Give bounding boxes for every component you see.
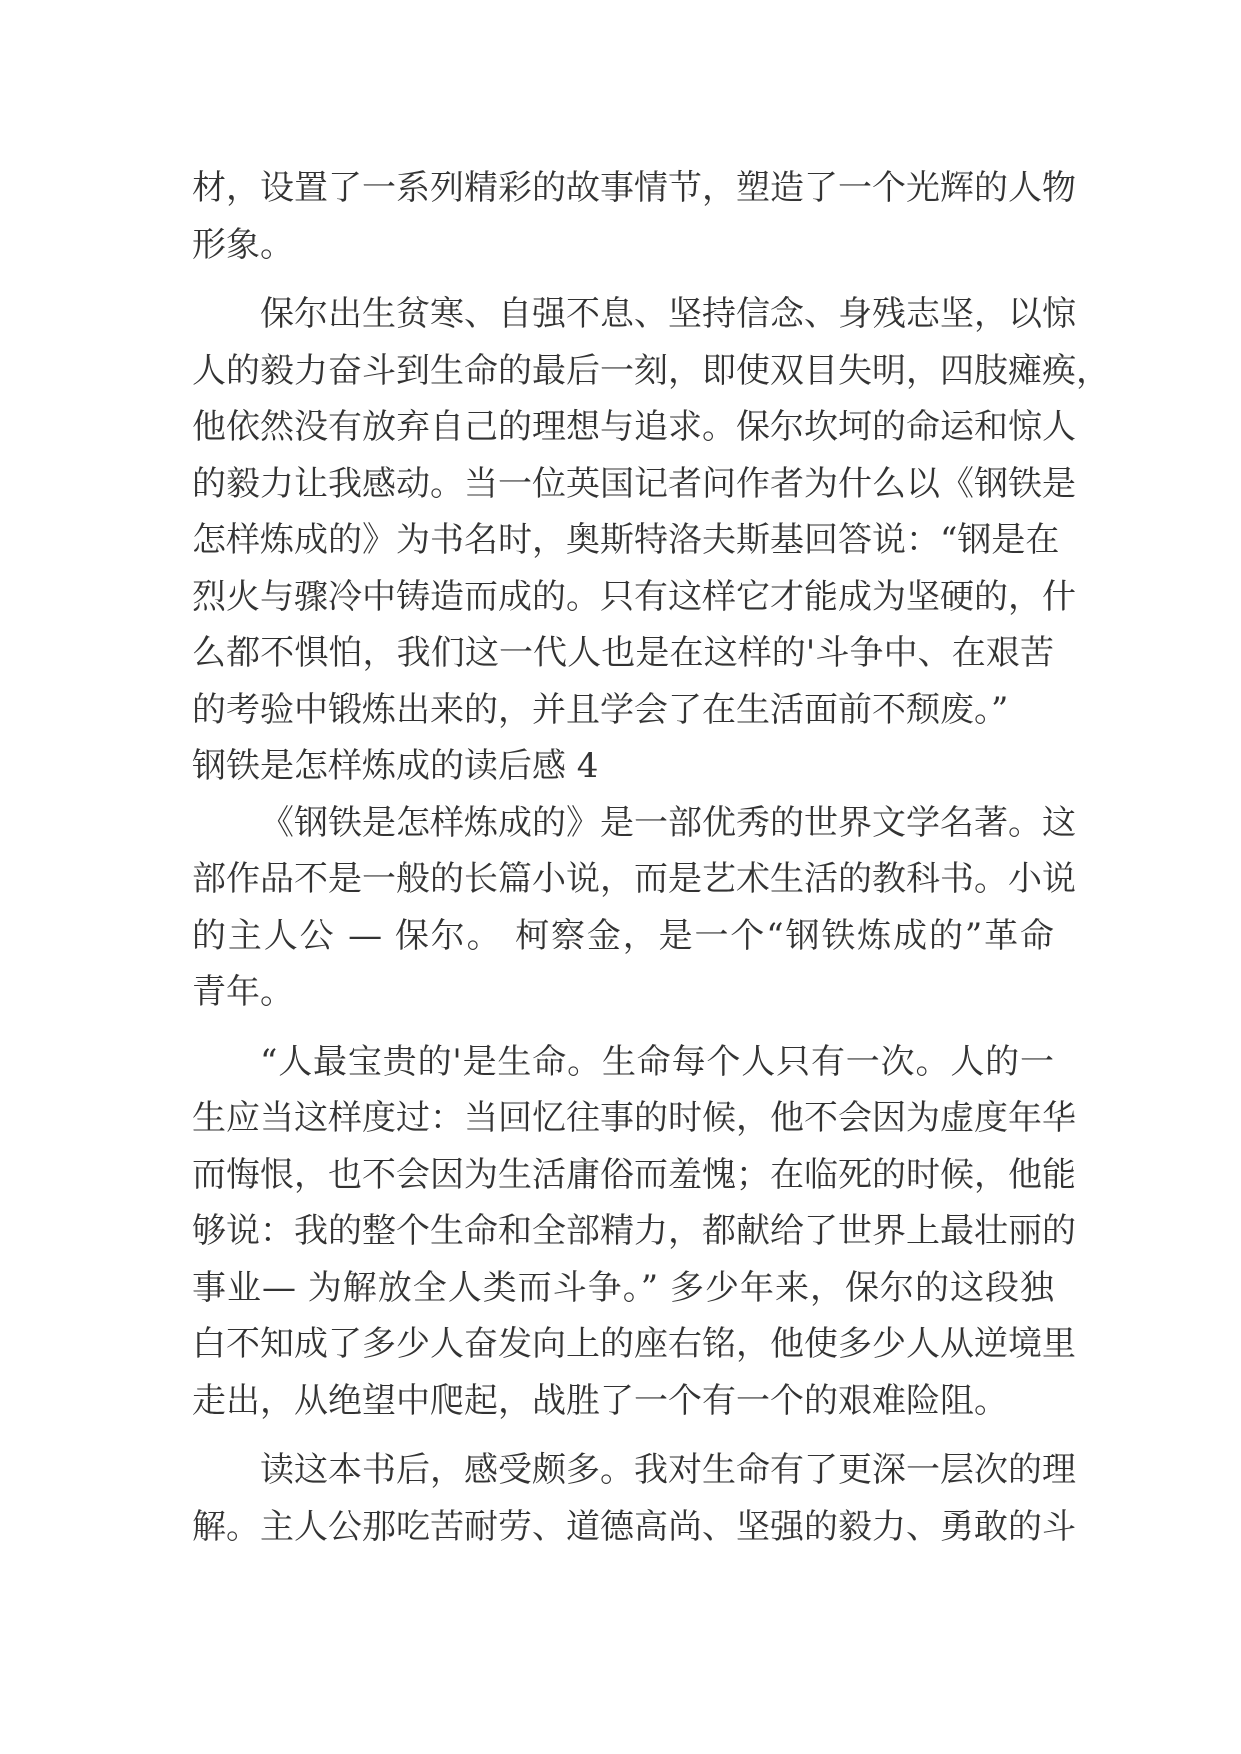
- text-line: 么都不惧怕，我们这一代人也是在这样的'斗争中、在艰苦: [192, 633, 1054, 673]
- text-line: 的毅力让我感动。当一位英国记者问作者为什么以《钢铁是: [192, 463, 1076, 504]
- text-line: 保尔出生贫寒、自强不息、坚持信念、身残志坚，以惊: [260, 294, 1076, 334]
- paragraph: [192, 795, 1076, 1021]
- text-line: 青年。: [192, 972, 294, 1012]
- text-line: 而悔恨，也不会因为生活庸俗而羞愧；在临死的时候，他能: [192, 1154, 1076, 1195]
- text-line: 的主人公 — 保尔。 柯察金，是一个“钢铁炼成的”革命: [192, 915, 1054, 956]
- paragraph: [192, 1442, 1076, 1555]
- text-line: 怎样炼成的》为书名时，奥斯特洛夫斯基回答说：“钢是在: [192, 520, 1060, 560]
- text-line: 够说：我的整个生命和全部精力，都献给了世界上最壮丽的: [192, 1211, 1076, 1251]
- text-line: 的考验中锻炼出来的，并且学会了在生活面前不颓废。”: [192, 689, 1009, 730]
- text-line: “人最宝贵的'是生命。生命每个人只有一次。人的一: [260, 1041, 1054, 1082]
- text-line: 《钢铁是怎样炼成的》是一部优秀的世界文学名著。这: [260, 802, 1076, 843]
- text-line: 事业— 为解放全人类而斗争。” 多少年来，保尔的这段独: [192, 1267, 1054, 1308]
- text-line: 他依然没有放弃自己的理想与追求。保尔坎坷的命运和惊人: [192, 407, 1076, 447]
- paragraph: [192, 1034, 1076, 1430]
- text-line: 部作品不是一般的长篇小说，而是艺术生活的教科书。小说: [192, 859, 1076, 899]
- text-line: 材，设置了一系列精彩的故事情节，塑造了一个光辉的人物: [192, 168, 1076, 208]
- text-line: 形象。: [192, 224, 294, 265]
- section-heading: [192, 738, 1054, 795]
- heading-text: 钢铁是怎样炼成的读后感 4: [192, 746, 599, 786]
- text-line: 人的毅力奋斗到生命的最后一刻，即使双目失明，四肢瘫痪，: [192, 350, 1110, 391]
- paragraph-continuation: [192, 160, 1076, 273]
- text-line: 读这本书后，感受颇多。我对生命有了更深一层次的理: [260, 1450, 1076, 1490]
- text-line: 白不知成了多少人奋发向上的座右铭，他使多少人从逆境里: [192, 1324, 1076, 1364]
- paragraph: [192, 286, 1110, 738]
- text-line: 烈火与骤冷中铸造而成的。只有这样它才能成为坚硬的，什: [192, 576, 1076, 617]
- text-line: 解。主人公那吃苦耐劳、道德高尚、坚强的毅力、勇敢的斗: [192, 1506, 1076, 1547]
- text-line: 生应当这样度过：当回忆往事的时候，他不会因为虚度年华: [192, 1098, 1076, 1138]
- essay-body: [192, 160, 1110, 1555]
- text-line: 走出，从绝望中爬起，战胜了一个有一个的艰难险阻。: [192, 1380, 1008, 1421]
